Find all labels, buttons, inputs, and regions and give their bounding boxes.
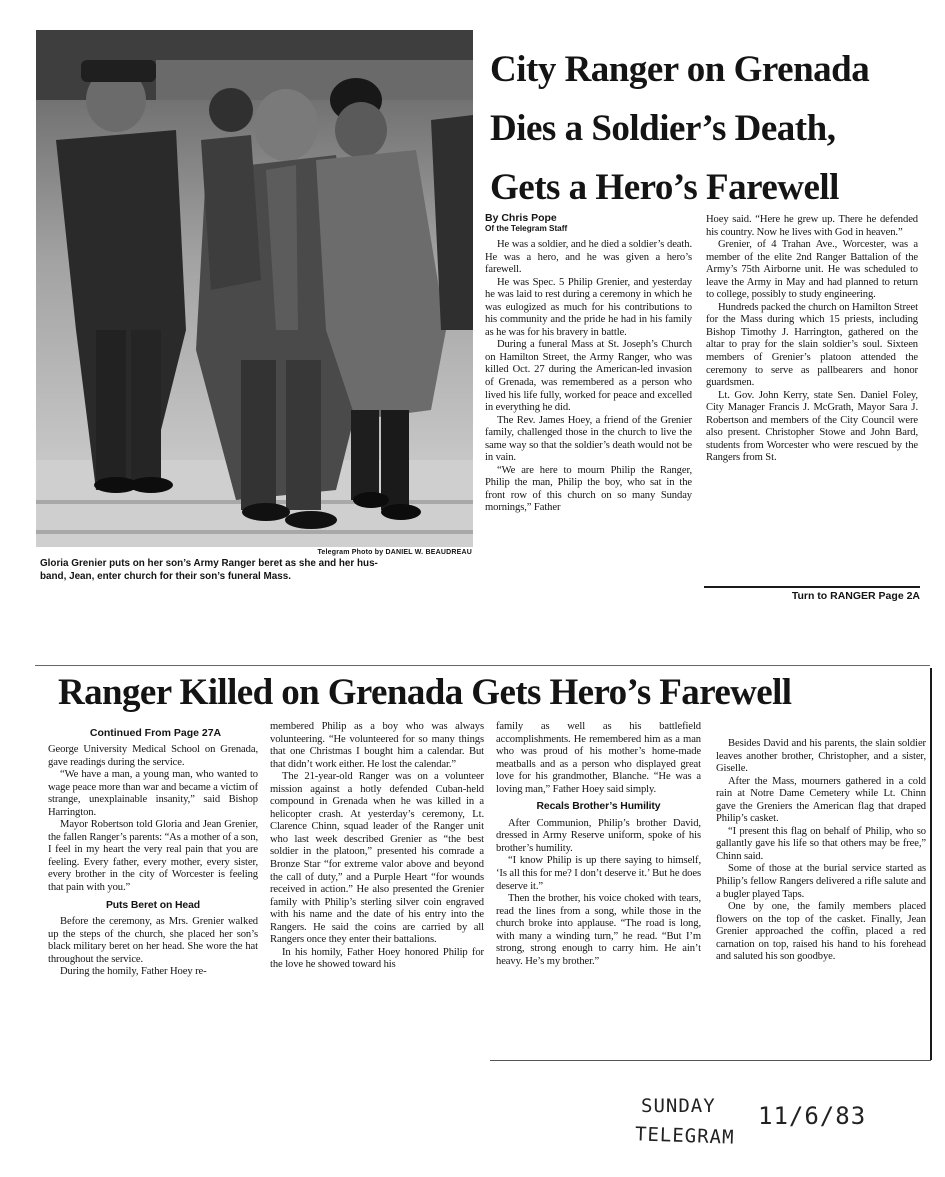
top-headline-line-1: City Ranger on Grenada [490,49,870,90]
photo-caption [40,558,480,584]
bottom-article-column-2 [270,721,484,972]
paragraph: After Communion, Philip’s brother David, dressed in Army Reserve uniform, spoke of his brother’s humility. [496,817,701,854]
story-divider [35,665,930,666]
top-headline [490,40,930,217]
paragraph: Mayor Robertson told Gloria and Jean Grenier, the fallen Ranger’s parents: “As a mother of a son, I feel in my heart the very real pain that you are feeling. Every father, every mother, every sister, every brother in the city of Worcester is feeling that pain with you.” [48,819,258,894]
paragraph: During a funeral Mass at St. Joseph’s Church on Hamilton Street, the Army Ranger, who was killed Oct. 27 during the American-led invasion of Grenada, was remembered as a person who lived his life fully, worked for peace and excelled in everything he did. [485,339,692,414]
subhead-recals-brothers-humility: Recals Brother’s Humility [536,801,661,813]
news-photo [36,30,473,547]
paragraph: membered Philip as a boy who was always volunteering. “He volunteered for so many things that one Christmas I bought him a calendar. But that didn’t work either. He lost the calendar.” [270,721,484,770]
handwritten-telegram: TELEGRAM [634,1123,735,1149]
paragraph: family as well as his battlefield accomplishments. He remembered him as a man who was proud of his mother’s home-made meatballs and as a person who displayed great love for his grandmother, Blanche. “He was a loving man,” Father Hoey said simply. [496,721,701,795]
paragraph: One by one, the family members placed flowers on the top of the casket. Finally, Jean Grenier approached the coffin, placed a red carnation on top, raised his hand to his forehead and saluted his son goodbye. [716,901,926,963]
bottom-headline: Ranger Killed on Grenada Gets Hero’s Farewell [58,672,792,713]
paragraph: “We are here to mourn Philip the Ranger, Philip the man, Philip the boy, who sat in the front row of this church on so many Sunday mornings,” Father [485,464,692,514]
paragraph: He was Spec. 5 Philip Grenier, and yesterday he was laid to rest during a ceremony in which he was eulogized as much for his contributions to his community and the pride he had in his family as he was for his bravery in battle. [485,276,692,338]
paragraph: “We have a man, a young man, who wanted to wage peace more than war and became a victim of strange, unexplainable insanity,” said Bishop Harrington. [48,769,258,818]
top-headline-line-2: Dies a Soldier’s Death, [490,108,836,149]
byline: By Chris Pope [485,212,557,224]
bottom-article-column-4 [716,738,926,964]
paragraph: Hoey said. “Here he grew up. There he defended his country. Now he lives with God in heaven.” [706,214,918,238]
paragraph: After the Mass, mourners gathered in a cold rain at Notre Dame Cemetery while Lt. Chinn gave the Greniers the American flag that draped Philip’s casket. [716,775,926,825]
paragraph: In his homily, Father Hoey honored Philip for the love he showed toward his [270,946,484,971]
caption-line-2: band, Jean, enter church for their son’s funeral Mass. [40,570,291,582]
paragraph: Hundreds packed the church on Hamilton Street for the Mass during which 15 priests, including Bishop Timothy J. Harrington, gathered on the altar to pray for the slain soldier’s soul. Sixteen members of Grenier’s platoon attended the ceremony to serve as pallbearers and honor guardsmen. [706,301,918,389]
paragraph: Some of those at the burial service started as Philip’s fellow Rangers delivered a rifle salute and a bugler played Taps. [716,863,926,900]
paragraph: Lt. Gov. John Kerry, state Sen. Daniel Foley, City Manager Francis J. McGrath, Mayor Sara J. Robertson and members of the City Council were also present. Christopher Stowe and John Bard, students from Worcester who were rescued by the Rangers from St. [706,389,918,464]
bottom-article-column-1 [48,744,258,979]
caption-line-1: Gloria Grenier puts on her son’s Army Ranger beret as she and her hus- [40,558,378,569]
funeral-photo-image [36,30,473,547]
paragraph: Before the ceremony, as Mrs. Grenier walked up the steps of the church, she placed her son’s black military beret on her head. She wore the hat throughout the service. [48,916,258,965]
subhead-puts-beret-on-head: Puts Beret on Head [105,899,201,911]
paragraph: George University Medical School on Grenada, gave readings during the service. [48,744,258,768]
paragraph: Grenier, of 4 Trahan Ave., Worcester, was a member of the elite 2nd Ranger Battalion of the Army’s 75th Airborne unit. He was scheduled to leave the Army in May and had planned to return to college, possibly to study engineering. [706,239,918,301]
top-article-column-2 [706,214,918,465]
paragraph: “I present this flag on behalf of Philip, who so gallantly gave his life so that others may be free,” Chinn said. [716,825,926,862]
top-headline-line-3: Gets a Hero’s Farewell [490,167,839,208]
paragraph: He was a soldier, and he died a soldier’s death. He was a hero, and he was given a hero’s farewell. [485,239,692,276]
photo-credit: Telegram Photo by DANIEL W. BEAUDREAU [317,549,472,556]
handwritten-date: 11/6/83 [758,1102,867,1130]
bottom-article-column-3 [496,721,701,968]
right-border-rule [930,668,932,1060]
bottom-rule [490,1060,931,1061]
jump-rule [704,586,920,588]
paragraph: The 21-year-old Ranger was on a volunteer mission against a hotly defended Cuban-held compound in Grenada when he was killed in a helicopter crash. At yesterday’s ceremony, Lt. Clarence Chinn, squad leader of the Ranger unit who last week described Grenier as “the best soldier in the platoon,” presented his comrade a Bronze Star “for extreme valor above and beyond the call of duty,” and a Purple Heart “for wounds received in action.” He also presented the Grenier family with Philip’s sterling silver coin engraved with his name and the date of his entry into the Rangers. He said the coins are carried by all Rangers once they enter their battalions. [270,771,484,946]
paragraph: Besides David and his parents, the slain soldier leaves another brother, Christopher, and a sister, Giselle. [716,738,926,775]
paragraph: The Rev. James Hoey, a friend of the Grenier family, challenged those in the church to live the same way so that the soldier’s death would not be in vain. [485,414,692,464]
handwritten-sunday: SUNDAY [641,1095,716,1117]
paragraph: During the homily, Father Hoey re- [60,966,207,978]
byline-staff: Of the Telegram Staff [485,224,568,233]
jump-line: Turn to RANGER Page 2A [791,590,920,602]
paragraph: Then the brother, his voice choked with tears, read the lines from a song, while those in the church broke into applause. “The road is long, with many a winding turn,” he read. “But I’m strong, strong enough to carry him. He ain’t heavy. He’s my brother.” [496,893,701,967]
top-article-column-1 [485,239,692,515]
continued-from: Continued From Page 27A [89,727,222,739]
paragraph: “I know Philip is up there saying to himself, ‘Is all this for me? I don’t deserve it.’ But he does deserve it.” [496,855,701,892]
